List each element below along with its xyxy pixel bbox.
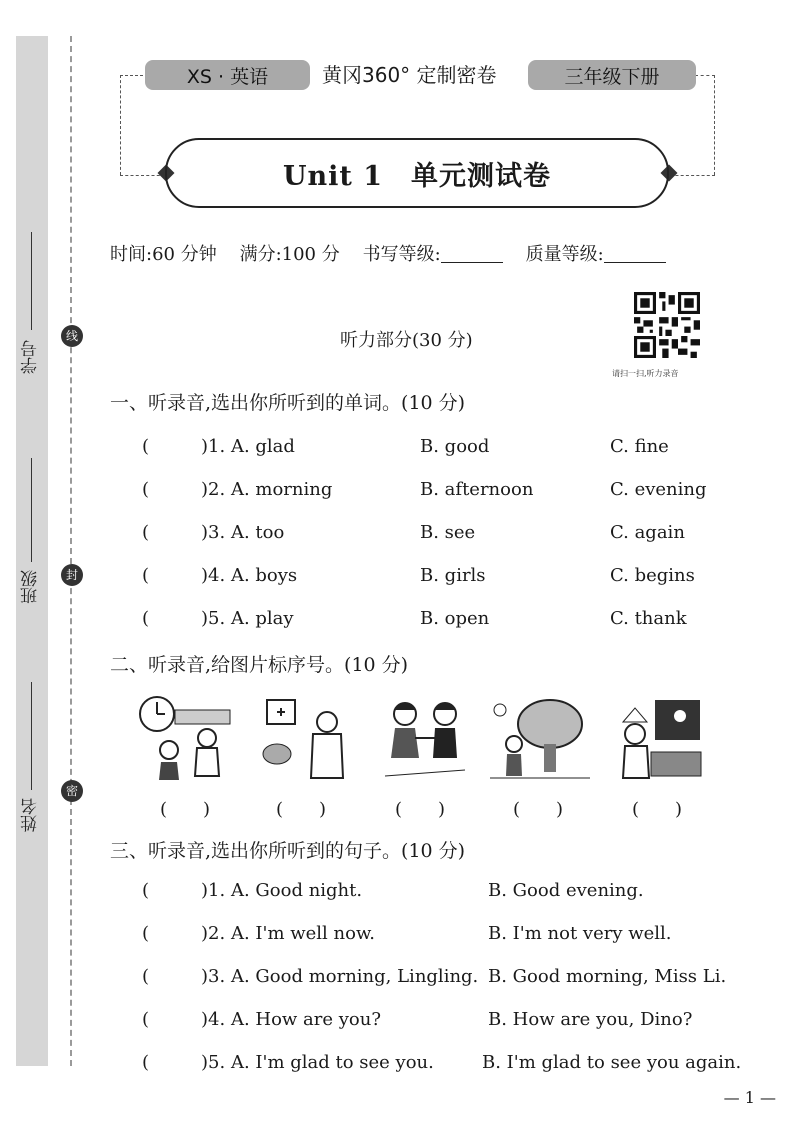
- writing-grade-label: 书写等级:: [362, 244, 441, 265]
- writing-grade-blank[interactable]: [441, 244, 503, 263]
- picture-4-answer[interactable]: ( ): [513, 799, 564, 820]
- s3-q5-option-b: B. I'm glad to see you again.: [482, 1052, 742, 1073]
- picture-2-answer[interactable]: ( ): [276, 799, 327, 820]
- s3-q5: ( )5. A. I'm glad to see you.: [142, 1052, 434, 1073]
- section-1-heading: 一、听录音,选出你所听到的单词。(10 分): [110, 392, 466, 414]
- header-frame-right-side: [714, 75, 715, 175]
- student-no-line: [31, 232, 32, 330]
- binding-margin: [16, 36, 48, 1066]
- brand-title: 黄冈360° 定制密卷: [322, 63, 497, 87]
- time-info: 时间:60 分钟: [110, 244, 217, 265]
- s1-q5: ( )5. A. play: [142, 608, 294, 629]
- s1-q4-option-c: C. begins: [610, 565, 695, 586]
- seal-secret-mark: 密: [61, 780, 83, 802]
- s1-q1: ( )1. A. glad: [142, 436, 295, 457]
- qr-code-icon[interactable]: [634, 292, 700, 358]
- s3-q3: ( )3. A. Good morning, Lingling.: [142, 966, 479, 987]
- name-line: [31, 682, 32, 790]
- picture-3-answer[interactable]: ( ): [395, 799, 446, 820]
- score-info: 满分:100 分: [239, 244, 340, 265]
- s1-q5-option-b: B. open: [420, 608, 490, 629]
- s3-q1: ( )1. A. Good night.: [142, 880, 363, 901]
- picture-5-answer[interactable]: ( ): [632, 799, 683, 820]
- s1-q1-option-b: B. good: [420, 436, 490, 457]
- s1-q2-option-c: C. evening: [610, 479, 707, 500]
- picture-1-answer[interactable]: ( ): [160, 799, 211, 820]
- children-handshake-picture: [375, 692, 475, 782]
- student-no-label: 学号: [21, 340, 41, 374]
- s3-q1-option-b: B. Good evening.: [488, 880, 644, 901]
- s3-q4: ( )4. A. How are you?: [142, 1009, 382, 1030]
- s1-q3: ( )3. A. too: [142, 522, 285, 543]
- quality-grade-blank[interactable]: [604, 244, 666, 263]
- girl-tree-picture: [490, 692, 590, 782]
- listening-part-title: 听力部分(30 分): [340, 330, 473, 351]
- exam-info: [110, 240, 666, 266]
- s3-q3-option-b: B. Good morning, Miss Li.: [488, 966, 727, 987]
- answer-bracket[interactable]: (: [142, 608, 150, 629]
- answer-bracket[interactable]: (: [142, 565, 150, 586]
- section-2-heading: 二、听录音,给图片标序号。(10 分): [110, 654, 409, 676]
- cut-line: [70, 36, 72, 1066]
- class-label: 班级: [21, 570, 41, 604]
- seal-seal-mark: 封: [61, 564, 83, 586]
- answer-bracket[interactable]: (: [142, 1009, 150, 1030]
- page-number: — 1 —: [723, 1088, 776, 1107]
- grade-badge: 三年级下册: [528, 60, 696, 90]
- answer-bracket[interactable]: (: [142, 436, 150, 457]
- s3-q2: ( )2. A. I'm well now.: [142, 923, 375, 944]
- doctor-patient-picture: [255, 692, 355, 782]
- header-frame-left-top: [120, 75, 148, 76]
- subject-badge: XS · 英语: [145, 60, 310, 90]
- answer-bracket[interactable]: (: [142, 923, 150, 944]
- class-line: [31, 458, 32, 562]
- s1-q4-option-b: B. girls: [420, 565, 486, 586]
- qr-caption: 请扫一扫,听力录音: [612, 369, 679, 378]
- page-title: Unit 1 单元测试卷: [165, 138, 669, 208]
- header-frame-left-side: [120, 75, 121, 175]
- s1-q2-option-b: B. afternoon: [420, 479, 534, 500]
- clock-greeting-picture: [135, 692, 235, 782]
- s1-q5-option-c: C. thank: [610, 608, 687, 629]
- night-bedroom-picture: [605, 692, 705, 782]
- header-frame-left-bottom: [120, 175, 165, 176]
- s1-q4: ( )4. A. boys: [142, 565, 298, 586]
- s1-q1-option-c: C. fine: [610, 436, 669, 457]
- quality-grade-label: 质量等级:: [525, 244, 604, 265]
- s3-q4-option-b: B. How are you, Dino?: [488, 1009, 693, 1030]
- answer-bracket[interactable]: (: [142, 522, 150, 543]
- seal-line-mark: 线: [61, 325, 83, 347]
- s1-q2: ( )2. A. morning: [142, 479, 333, 500]
- answer-bracket[interactable]: (: [142, 1052, 150, 1073]
- section-3-heading: 三、听录音,选出你所听到的句子。(10 分): [110, 840, 466, 862]
- s3-q2-option-b: B. I'm not very well.: [488, 923, 672, 944]
- answer-bracket[interactable]: (: [142, 880, 150, 901]
- s1-q3-option-c: C. again: [610, 522, 685, 543]
- answer-bracket[interactable]: (: [142, 966, 150, 987]
- name-label: 姓名: [21, 798, 41, 832]
- answer-bracket[interactable]: (: [142, 479, 150, 500]
- s1-q3-option-b: B. see: [420, 522, 476, 543]
- header-frame-right-top: [695, 75, 715, 76]
